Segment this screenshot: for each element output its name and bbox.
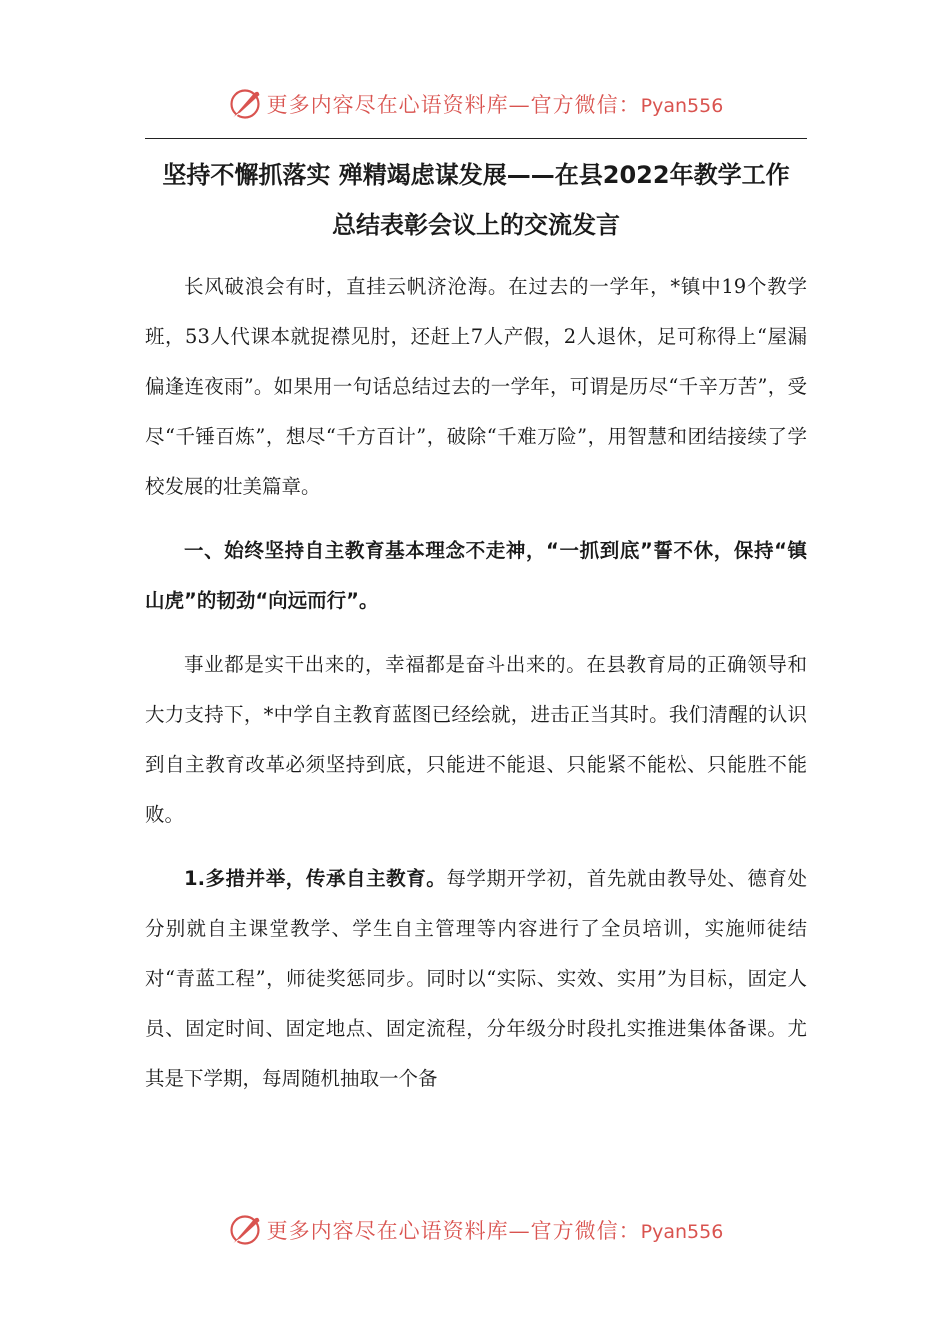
quill-pen-logo-icon: [227, 1212, 263, 1248]
item-1-body: 每学期开学初，首先就由教导处、德育处分别就自主课堂教学、学生自主管理等内容进行了全员培训，实施师徒结对“青蓝工程”，师徒奖惩同步。同时以“实际、实效、实用”为目标，固定人员、固定时间、固定地点、固定流程，分年级分时段扎实推进集体备课。尤其是下学期，每周随机抽取一个备: [145, 867, 807, 1090]
document-body: [145, 262, 807, 1104]
watermark-footer: [0, 1210, 950, 1250]
title-line-1: 坚持不懈抓落实 殚精竭虑谋发展——在县2022年教学工作: [162, 161, 790, 189]
document-title: [145, 150, 807, 250]
watermark-header: [0, 84, 950, 124]
paragraph-section-1: 事业都是实干出来的，幸福都是奋斗出来的。在县教育局的正确领导和大力支持下，*中学自主教育蓝图已经绘就，进击正当其时。我们清醒的认识到自主教育改革必须坚持到底，只能进不能退、只能紧不能松、只能胜不能败。: [145, 653, 807, 826]
paragraph-item-1: [145, 854, 807, 1104]
section-heading-1: 一、始终坚持自主教育基本理念不走神，“一抓到底”誓不休，保持“镇山虎”的韧劲“向远而行”。: [145, 539, 807, 612]
watermark-text: 更多内容尽在心语资料库—官方微信：Pyan556: [266, 93, 724, 117]
watermark-text: 更多内容尽在心语资料库—官方微信：Pyan556: [266, 1219, 724, 1243]
title-line-2: 总结表彰会议上的交流发言: [332, 211, 620, 239]
item-1-lead: 1.多措并举，传承自主教育。: [184, 867, 447, 890]
paragraph-intro: 长风破浪会有时，直挂云帆济沧海。在过去的一学年，*镇中19个教学班，53人代课本就捉襟见肘，还赶上7人产假，2人退休，足可称得上“屋漏偏逢连夜雨”。如果用一句话总结过去的一学年，可谓是历尽“千辛万苦”，受尽“千锤百炼”，想尽“千方百计”，破除“千难万险”，用智慧和团结接续了学校发展的壮美篇章。: [145, 275, 807, 498]
header-divider: [145, 138, 807, 139]
quill-pen-logo-icon: [227, 86, 263, 122]
